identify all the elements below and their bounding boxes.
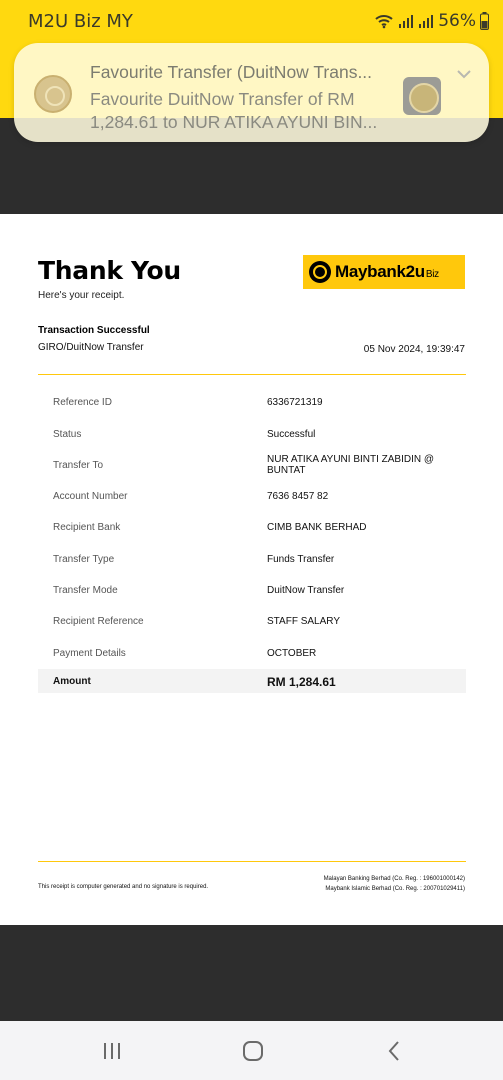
row-value-transfer-to: NUR ATIKA AYUNI BINTI ZABIDIN @ BUNTAT bbox=[267, 454, 435, 476]
footer-divider bbox=[38, 861, 466, 862]
maybank-tiger-icon bbox=[309, 261, 331, 283]
app-logo-icon bbox=[34, 75, 72, 113]
chevron-down-icon[interactable] bbox=[454, 67, 474, 81]
signal-icon bbox=[398, 13, 414, 29]
row-label-recipient-bank: Recipient Bank bbox=[53, 522, 121, 533]
status-icons bbox=[374, 10, 489, 32]
logo-suffix: Biz bbox=[425, 269, 439, 280]
row-label-reference-id: Reference ID bbox=[53, 397, 112, 408]
divider bbox=[38, 374, 466, 375]
wifi-icon bbox=[374, 13, 394, 29]
back-icon bbox=[386, 1040, 402, 1062]
amount-value: RM 1,284.61 bbox=[267, 675, 336, 689]
row-label-status: Status bbox=[53, 429, 82, 440]
transaction-datetime: 05 Nov 2024, 19:39:47 bbox=[363, 344, 465, 355]
transaction-type: GIRO/DuitNow Transfer bbox=[38, 342, 144, 353]
notification-title: Favourite Transfer (DuitNow Trans... bbox=[90, 62, 373, 82]
battery-percent: 56% bbox=[438, 11, 476, 31]
row-label-recipient-reference: Recipient Reference bbox=[53, 616, 144, 627]
maybank2u-biz-logo bbox=[303, 255, 465, 289]
row-value-account-number: 7636 8457 82 bbox=[267, 491, 329, 502]
row-value-transfer-mode: DuitNow Transfer bbox=[267, 585, 345, 596]
home-button[interactable] bbox=[213, 1021, 293, 1080]
receipt-heading: Thank You bbox=[38, 256, 181, 285]
signal-icon-2 bbox=[418, 13, 434, 29]
row-label-transfer-mode: Transfer Mode bbox=[53, 585, 118, 596]
status-bar bbox=[0, 0, 503, 44]
receipt-card bbox=[0, 214, 503, 925]
recent-apps-button[interactable] bbox=[72, 1021, 152, 1080]
row-value-status: Successful bbox=[267, 429, 316, 440]
row-label-account-number: Account Number bbox=[53, 491, 128, 502]
row-value-recipient-bank: CIMB BANK BERHAD bbox=[267, 522, 367, 533]
back-button[interactable] bbox=[354, 1021, 434, 1080]
row-value-recipient-reference: STAFF SALARY bbox=[267, 616, 340, 627]
footer-company-1: Malayan Banking Berhad (Co. Reg. : 196001000142) bbox=[323, 876, 465, 882]
app-name: M2U Biz MY bbox=[28, 11, 133, 32]
recent-apps-icon bbox=[101, 1041, 123, 1061]
row-label-transfer-to: Transfer To bbox=[53, 460, 104, 471]
footer-note: This receipt is computer generated and no signature is required. bbox=[38, 884, 209, 890]
notification-body: Favourite DuitNow Transfer of RM 1,284.61 to NUR ATIKA AYUNI BIN... bbox=[90, 89, 378, 132]
row-label-payment-details: Payment Details bbox=[53, 648, 126, 659]
transaction-status: Transaction Successful bbox=[38, 325, 150, 336]
notification-thumbnail bbox=[403, 77, 441, 115]
navigation-bar bbox=[0, 1021, 503, 1080]
battery-icon bbox=[480, 12, 489, 30]
receipt-subheading: Here's your receipt. bbox=[38, 290, 125, 301]
footer-company-2: Maybank Islamic Berhad (Co. Reg. : 200701029411) bbox=[325, 886, 465, 892]
row-label-transfer-type: Transfer Type bbox=[53, 554, 115, 565]
row-value-reference-id: 6336721319 bbox=[267, 397, 323, 408]
row-value-payment-details: OCTOBER bbox=[267, 648, 317, 659]
footer-company-info bbox=[324, 874, 465, 894]
logo-text: Maybank2uBiz bbox=[335, 262, 439, 281]
row-value-transfer-type: Funds Transfer bbox=[267, 554, 335, 565]
amount-label: Amount bbox=[53, 676, 91, 687]
amount-row bbox=[38, 669, 466, 693]
notification-card[interactable] bbox=[14, 43, 489, 142]
home-icon bbox=[242, 1040, 264, 1062]
